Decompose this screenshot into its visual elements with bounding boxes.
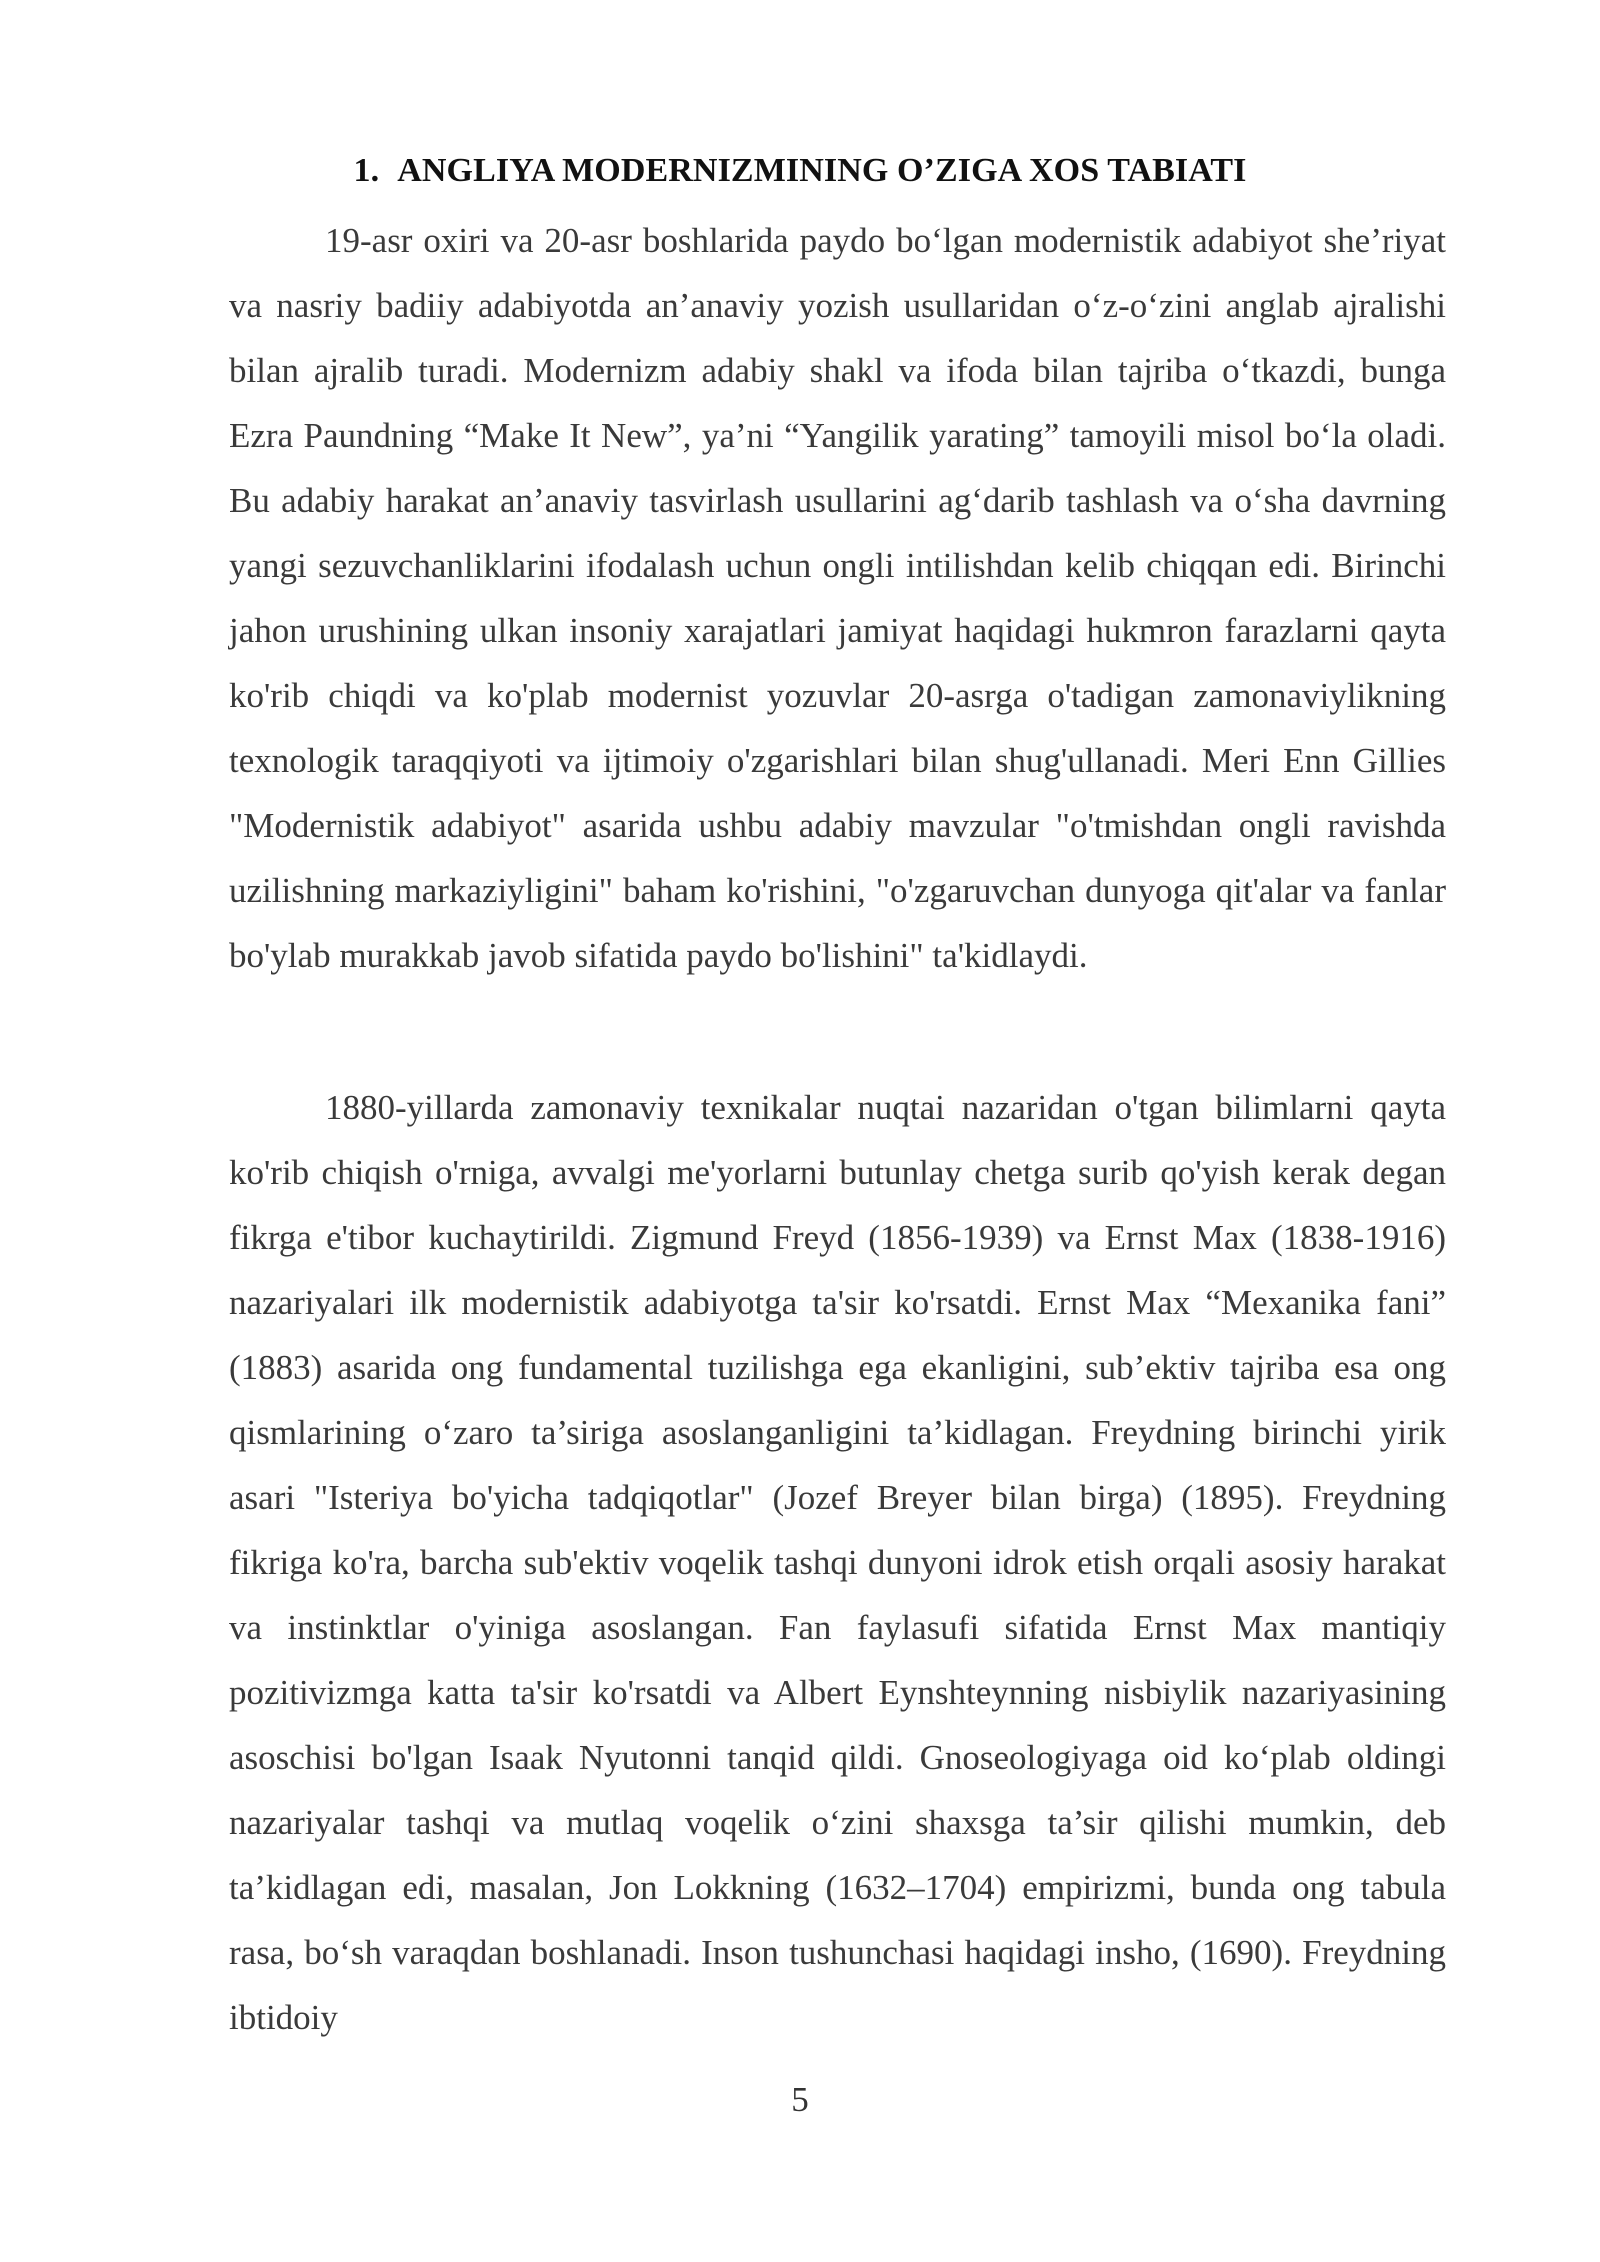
paragraph-1-text: 19-asr oxiri va 20-asr boshlarida paydo bo‘lgan modernistik adabiyot she’riyat va nasriy badiiy adabiyotda an’anaviy yozish usullaridan o‘z-o‘zini anglab ajralishi bilan ajralib turadi. Modernizm adabiy shakl va ifoda bilan tajriba o‘tkazdi, bunga Ezra Paundning “Make It New”, ya’ni “Yangilik yarating” tamoyili misol bo‘la oladi. Bu adabiy harakat an’anaviy tasvirlash usullarini ag‘darib tashlash va o‘sha davrning yangi sezuvchanliklarini ifodalash uchun ongli intilishdan kelib chiqqan edi. Birinchi jahon urushining ulkan insoniy xarajatlari jamiyat haqidagi hukmron farazlarni qayta ko'rib chiqdi va ko'plab modernist yozuvlar 20-asrga o'tadigan zamonaviylikning texnologik taraqqiyoti va ijtimoiy o'zgarishlari bilan shug'ullanadi. Meri Enn Gillies "Modernistik adabiyot" asarida ushbu adabiy mavzular "o'tmishdan ongli ravishda uzilishning markaziyligini" baham ko'rishini, "o'zgaruvchan dunyoga qit'alar va fanlar bo'ylab murakkab javob sifatida paydo bo'lishini" ta'kidlaydi. [229, 221, 1446, 975]
section-heading [0, 152, 1600, 190]
page-number: 5 [791, 2080, 809, 2119]
heading-number: 1. [353, 152, 380, 189]
paragraph-1 [229, 208, 1446, 988]
paragraph-2 [229, 1075, 1446, 2050]
heading-title: ANGLIYA MODERNIZMINING O’ZIGA XOS TABIATI [397, 152, 1247, 189]
paragraph-2-text: 1880-yillarda zamonaviy texnikalar nuqtai nazaridan o'tgan bilimlarni qayta ko'rib chiqish o'rniga, avvalgi me'yorlarni butunlay chetga surib qo'yish kerak degan fikrga e'tibor kuchaytirildi. Zigmund Freyd (1856-1939) va Ernst Max (1838-1916) nazariyalari ilk modernistik adabiyotga ta'sir ko'rsatdi. Ernst Max “Mexanika fani” (1883) asarida ong fundamental tuzilishga ega ekanligini, sub’ektiv tajriba esa ong qismlarining o‘zaro ta’siriga asoslanganligini ta’kidlagan. Freydning birinchi yirik asari "Isteriya bo'yicha tadqiqotlar" (Jozef Breyer bilan birga) (1895). Freydning fikriga ko'ra, barcha sub'ektiv voqelik tashqi dunyoni idrok etish orqali asosiy harakat va instinktlar o'yiniga asoslangan. Fan faylasufi sifatida Ernst Max mantiqiy pozitivizmga katta ta'sir ko'rsatdi va Albert Eynshteynning nisbiylik nazariyasining asoschisi bo'lgan Isaak Nyutonni tanqid qildi. Gnoseologiyaga oid ko‘plab oldingi nazariyalar tashqi va mutlaq voqelik o‘zini shaxsga ta’sir qilishi mumkin, deb ta’kidlagan edi, masalan, Jon Lokkning (1632–1704) empirizmi, bunda ong tabula rasa, bo‘sh varaqdan boshlanadi. Inson tushunchasi haqidagi insho, (1690). Freydning ibtidoiy [229, 1088, 1446, 2037]
